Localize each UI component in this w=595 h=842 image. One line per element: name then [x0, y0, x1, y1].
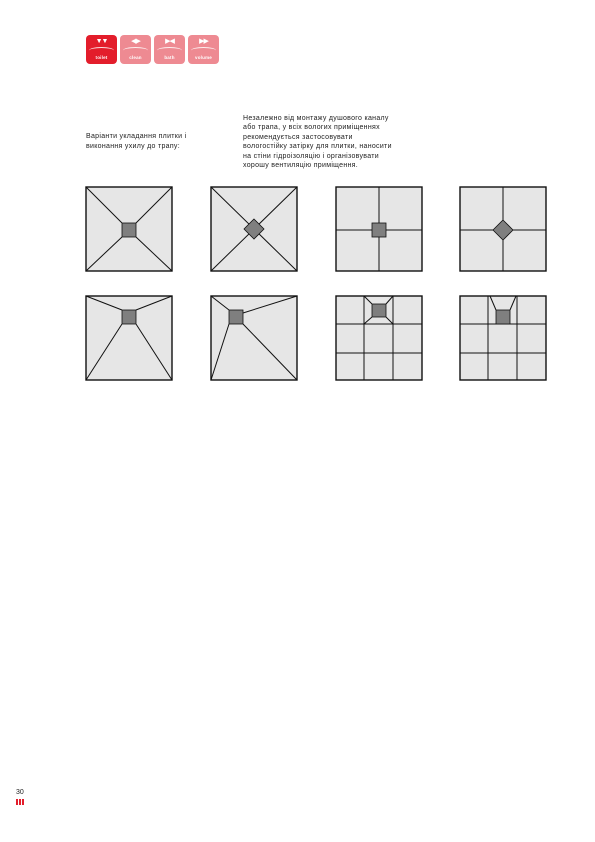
logo-volume: [188, 35, 219, 64]
wave-icon: [123, 47, 148, 54]
clean-icon: ◀▶: [131, 38, 140, 45]
logo-label: clean: [129, 55, 142, 60]
cross-rotated-drain: [460, 187, 546, 271]
diagonal-rotated-drain: [211, 187, 297, 271]
offset-drain-fan: [211, 296, 297, 380]
logo-clean: [120, 35, 151, 64]
tiling-options-caption: Варіанти укладання плитки і виконання ухилу до трапу:: [86, 133, 187, 150]
page-marker: [16, 799, 24, 805]
drain-icon: [122, 310, 136, 324]
product-logos: [86, 35, 219, 64]
logo-label: toilet: [95, 55, 108, 60]
wave-icon: [89, 47, 114, 54]
bath-icon: ▶◀: [165, 38, 174, 45]
logo-label: volume: [195, 55, 212, 60]
wave-icon: [191, 47, 216, 54]
drain-icon: [372, 304, 386, 317]
tile-layout-diagrams: [80, 180, 560, 390]
drain-icon: [496, 310, 510, 324]
logo-bath: [154, 35, 185, 64]
logo-toilet: [86, 35, 117, 64]
cross-square-drain: [336, 187, 422, 271]
diagonal-square-drain: [86, 187, 172, 271]
logo-label: bath: [164, 55, 175, 60]
wave-icon: [157, 47, 182, 54]
grid-3x3-funnel-drain: [336, 296, 422, 380]
drain-icon: [372, 223, 386, 237]
toilet-icon: ▼▼: [95, 38, 108, 45]
top-drain-fan: [86, 296, 172, 380]
drain-icon: [122, 223, 136, 237]
volume-icon: ▶▶: [199, 38, 208, 45]
drain-icon: [229, 310, 243, 324]
grid-3x3-channel-drain: [460, 296, 546, 380]
page-number: 30: [16, 789, 24, 796]
recommendation-paragraph: Незалежно від монтажу душового каналу або трапа, у всіх вологих приміщеннях рекомендується застосовувати вологостійку затірку для плитки, наносити на стіни гідроізоляцію і організовувати хорошу вентиляцію приміщення.: [243, 115, 392, 170]
